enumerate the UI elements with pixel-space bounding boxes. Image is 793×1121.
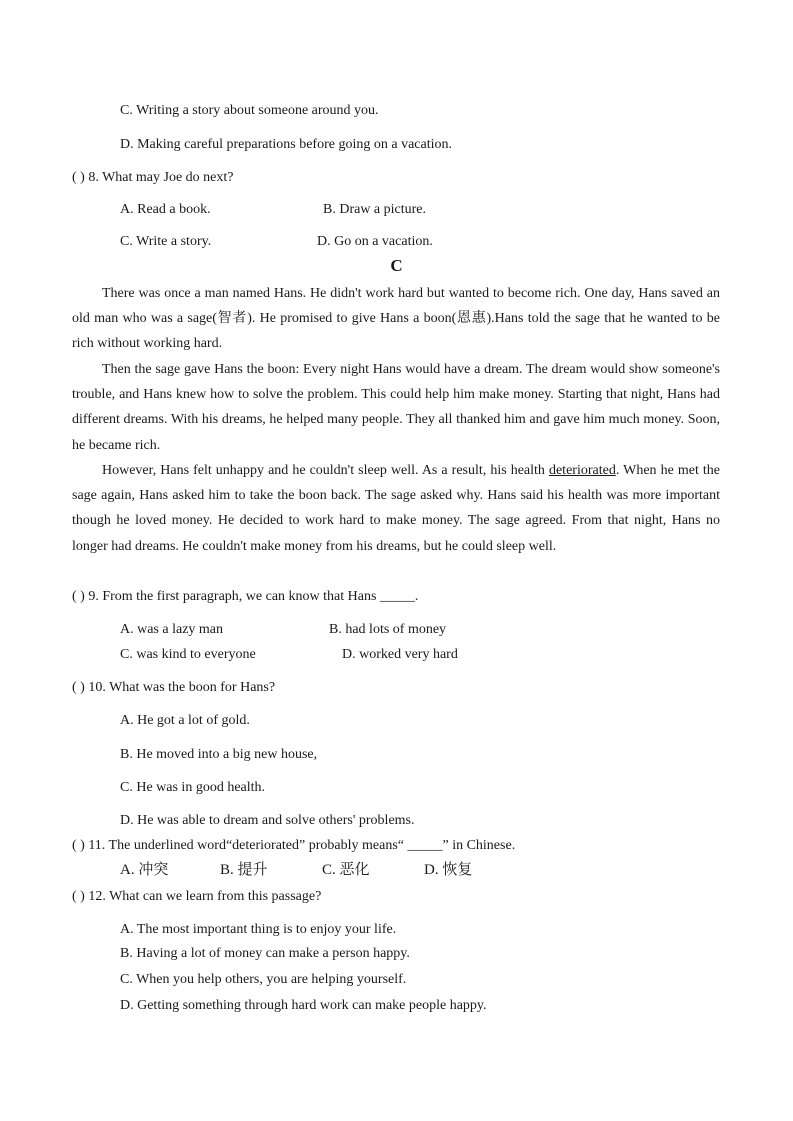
- q8-option-d: D. Go on a vacation.: [317, 234, 433, 249]
- q11-option-c: C. 恶化: [322, 862, 370, 878]
- q10-question: ( ) 10. What was the boon for Hans?: [72, 680, 276, 695]
- q8-option-c: C. Write a story.: [120, 234, 212, 249]
- q7-option-c: C. Writing a story about someone around you.: [120, 103, 379, 118]
- section-title: C: [390, 256, 403, 275]
- q9-option-c: C. was kind to everyone: [120, 647, 256, 662]
- q12-option-b: B. Having a lot of money can make a person happy.: [120, 946, 410, 961]
- q12-option-a: A. The most important thing is to enjoy your life.: [120, 922, 397, 937]
- q8-option-a: A. Read a book.: [120, 202, 211, 217]
- q9-option-a: A. was a lazy man: [120, 622, 224, 637]
- q12-option-d: D. Getting something through hard work can make people happy.: [120, 998, 487, 1013]
- q10-option-c: C. He was in good health.: [120, 780, 266, 795]
- passage-paragraph-2: [72, 357, 720, 458]
- q9-option-b: B. had lots of money: [329, 622, 447, 637]
- q12-question: ( ) 12. What can we learn from this passage?: [72, 889, 322, 904]
- q9-option-d: D. worked very hard: [342, 647, 458, 662]
- q11-option-b: B. 提升: [220, 862, 268, 878]
- passage-p3-text-after: . When he met the sage again, Hans asked him to take the boon back. The sage asked why. Hans said his health was more important though he loved money. He decided to work hard to make money. The sage agreed. From that night, Hans no longer had dreams. He couldn't make money from his dreams, but he could sleep well.: [72, 463, 720, 554]
- passage-paragraph-3: [72, 458, 720, 559]
- q10-option-a: A. He got a lot of gold.: [120, 713, 250, 728]
- passage-p3-text-before: However, Hans felt unhappy and he couldn't sleep well. As a result, his health: [102, 463, 549, 478]
- q8-question: ( ) 8. What may Joe do next?: [72, 170, 234, 185]
- q9-question: ( ) 9. From the first paragraph, we can know that Hans _____.: [72, 589, 419, 604]
- q10-option-d: D. He was able to dream and solve others' problems.: [120, 813, 415, 828]
- q7-option-d: D. Making careful preparations before going on a vacation.: [120, 137, 452, 152]
- q11-option-a: A. 冲突: [120, 862, 169, 878]
- q10-option-b: B. He moved into a big new house,: [120, 747, 318, 762]
- q8-option-b: B. Draw a picture.: [323, 202, 427, 217]
- q11-option-d: D. 恢复: [424, 862, 473, 878]
- passage-p2-text: Then the sage gave Hans the boon: Every night Hans would have a dream. The dream would show someone's trouble, and Hans knew how to solve the problem. This could help him make money. Starting that night, Hans had different dreams. With his dreams, he helped many people. They all thanked him and gave him much money. Soon, he became rich.: [72, 362, 720, 453]
- underlined-word: deteriorated: [548, 463, 616, 478]
- q12-option-c: C. When you help others, you are helping yourself.: [120, 972, 407, 987]
- q11-question: ( ) 11. The underlined word“deteriorated” probably means“ _____” in Chinese.: [72, 838, 516, 853]
- passage-paragraph-1: [72, 281, 720, 357]
- passage-p1-text: There was once a man named Hans. He didn't work hard but wanted to become rich. One day, Hans saved an old man who was a sage(智者). He promised to give Hans a boon(恩惠).Hans told the sage that he wanted to be rich without working hard.: [72, 286, 720, 352]
